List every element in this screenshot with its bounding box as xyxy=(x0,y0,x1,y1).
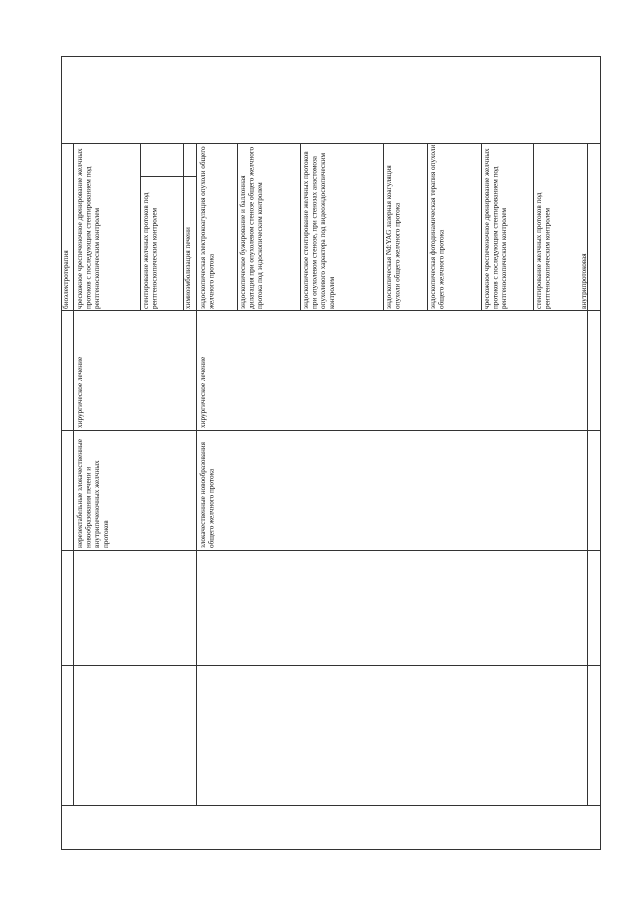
cell-divider xyxy=(140,143,141,310)
cell-divider xyxy=(140,310,196,311)
treatment-cell: эндоскопическая электрокоагуляция опухоли общего желчного протока xyxy=(199,146,216,309)
col-divider xyxy=(196,143,197,805)
diagnosis-cell: злокачественные новообразования общего желчного протока xyxy=(199,442,216,548)
cell-divider xyxy=(427,143,428,310)
diagnosis-cell: нерезектабельные злокачественные новообразования печени и внутрипеченочных желчных протоков xyxy=(76,439,110,548)
treatment-cell: эндоскопическая Nd:YAG лазерная коагуляция опухоли общего желчного протока xyxy=(385,165,402,309)
treatment-cell: эндоскопическое стентирование желчных протоков при опухолевом стенозе, при стенозах анастомоза опухолевого характера под видеоэндоскопическим контролем xyxy=(302,151,336,309)
treatment-cell: стентирование желчных протоков под рентгеноскопическим контролем xyxy=(142,192,159,309)
row-divider xyxy=(61,805,601,806)
therapy-header-cell: биоэлектротерапия xyxy=(62,250,70,309)
row-divider xyxy=(61,665,601,666)
treatment-cell: внутрипротоковая xyxy=(580,253,588,309)
treatment-cell: эндоскопическое бужирование и баллонная дилатация при опухолевом стенозе общего желчного протока под эндоскопическим контролем xyxy=(239,146,265,309)
row-divider xyxy=(61,550,601,551)
cell-divider xyxy=(481,143,482,310)
row-divider xyxy=(61,430,601,431)
treatment-cell: чрескожное чреспеченочное дренирование желчных протоков с последующим стентированием под рентгеноскопическим контролем xyxy=(76,148,102,309)
cell-divider xyxy=(383,143,384,310)
cell-divider xyxy=(533,143,534,310)
treatment-cell: стентирование желчных протоков под рентгеноскопическим контролем xyxy=(535,192,552,309)
treatment-cell: эндоскопическая фотодинамическая терапия опухоли общего желчного протока xyxy=(429,144,446,309)
treatment-cell: химиоэмболизация печени xyxy=(184,227,192,309)
method-cell: хирургическое лечение xyxy=(199,356,207,428)
treatment-cell: чрескожное чреспеченочное дренирование желчных протоков с последующим стентированием под рентгеноскопическим контролем xyxy=(483,148,509,309)
cell-divider xyxy=(237,143,238,310)
col-divider xyxy=(73,143,74,805)
method-cell: хирургическое лечение xyxy=(76,356,84,428)
cell-divider xyxy=(300,143,301,310)
